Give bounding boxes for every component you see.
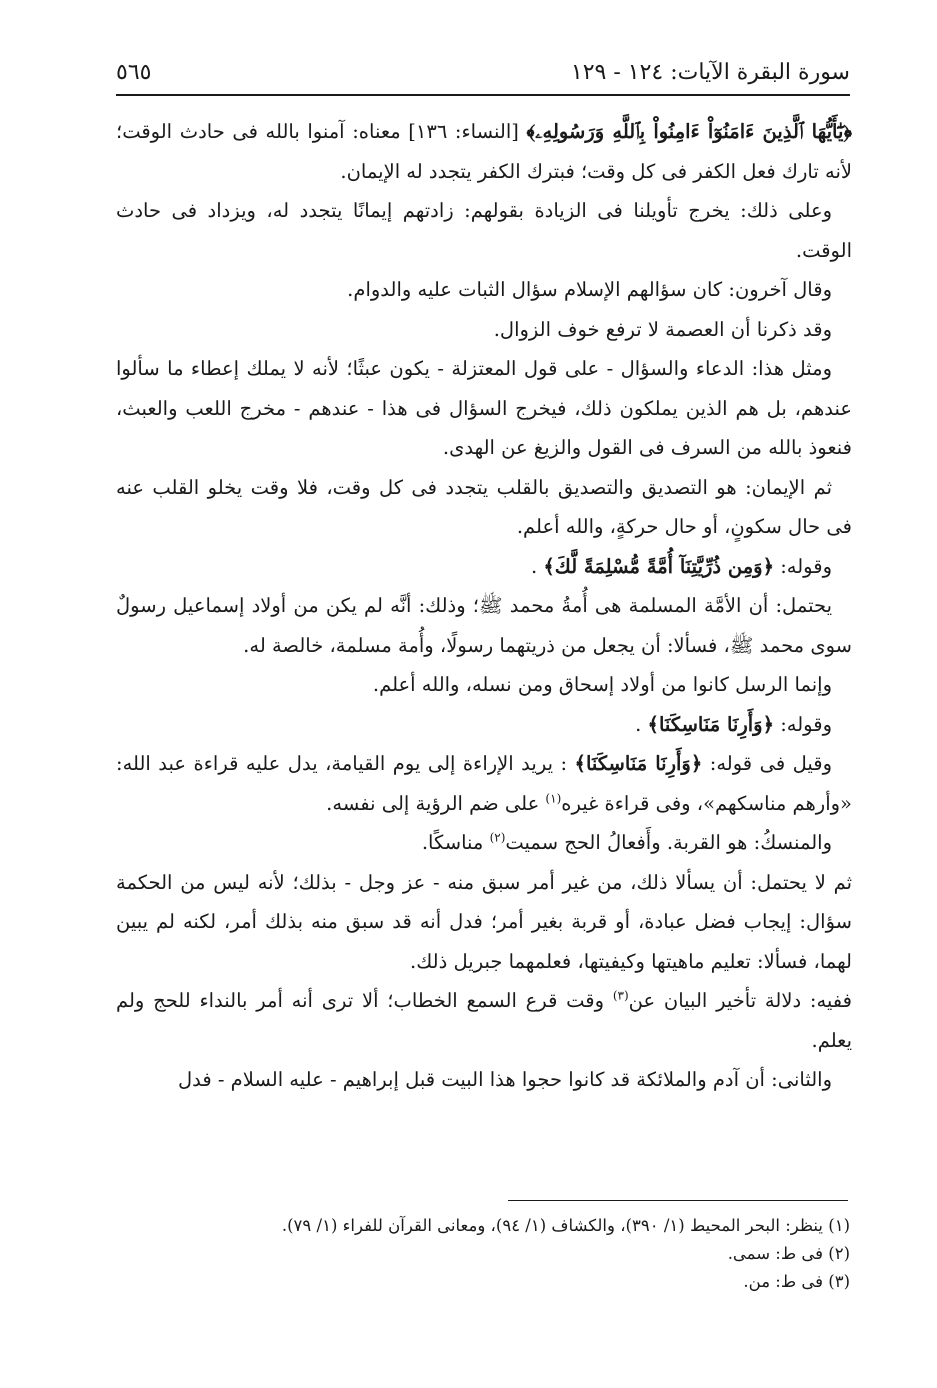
header-rule	[116, 94, 850, 96]
paragraph-text: وقوله:	[774, 712, 832, 736]
paragraph-text: ثم الإيمان: هو التصديق والتصديق بالقلب يتجدد فى كل وقت، فلا وقت يخلو القلب عنه فى حال سكونٍ، أو حال حركةٍ، والله أعلم.	[116, 475, 852, 538]
paragraph-text: وقت قرع السمع الخطاب؛ ألا ترى أنه أمر بالنداء للحج ولم يعلم.	[116, 989, 852, 1052]
paragraph-13	[116, 863, 852, 982]
running-title: سورة البقرة الآيات: ١٢٤ - ١٢٩	[570, 59, 850, 85]
paragraph-text: والثانى: أن آدم والملائكة قد كانوا حجوا هذا البيت قبل إبراهيم - عليه السلام - فدل	[177, 1068, 832, 1091]
quran-verse: ﴿وَأَرِنَا مَنَاسِكَنَا﴾	[574, 752, 703, 775]
page-header	[116, 54, 850, 90]
paragraph-1	[116, 112, 852, 191]
quran-verse: ﴿وَأَرِنَا مَنَاسِكَنَا﴾	[647, 712, 775, 736]
paragraph-text: [النساء: ١٣٦] معناه: آمنوا بالله فى حادث الوقت؛ لأنه تارك فعل الكفر فى كل وقت؛ فبترك الكفر يتجدد له الإيمان.	[116, 120, 852, 183]
paragraph-15	[116, 1060, 852, 1100]
paragraph-text: .	[530, 554, 544, 578]
paragraph-text: وقال آخرون: كان سؤالهم الإسلام سؤال الثبات عليه والدوام.	[347, 278, 832, 301]
paragraph-text: والمنسكُ: هو القربة. وأَفعالُ الحج سميت	[505, 831, 832, 854]
paragraph-text: وقيل فى قوله:	[702, 752, 833, 775]
paragraph-text: وقوله:	[774, 554, 832, 578]
footnote-ref: (٣)	[612, 988, 629, 1003]
paragraph-3	[116, 270, 852, 310]
paragraph-text: ومثل هذا: الدعاء والسؤال - على قول المعتزلة - يكون عبثًا؛ لأنه لا يملك إعطاء ما سألوا عندهم، بل هم الذين يملكون ذلك، فيخرج السؤال فى هذا - عندهم - مخرج اللعب والعبث، فنعوذ بالله من السرف فى القول والزيغ عن الهدى.	[116, 357, 852, 459]
paragraph-text: ففيه: دلالة تأخير البيان عن	[628, 989, 852, 1012]
footnote-ref: (٢)	[489, 830, 506, 845]
footnote-ref: (١)	[545, 791, 562, 805]
paragraph-2	[116, 191, 852, 270]
paragraph-text: : يريد الإراءة إلى يوم القيامة، يدل عليه قراءة عبد الله: «وأرهم مناسكهم»، وفى قراءة غيره	[116, 752, 852, 815]
paragraph-text: وقد ذكرنا أن العصمة لا ترفع خوف الزوال.	[493, 317, 832, 341]
footnote-rule	[508, 1200, 848, 1201]
quran-verse: ﴿وَمِن ذُرِّيَّتِنَآ أُمَّةً مُّسْلِمَةً لَّكَ﴾	[543, 554, 775, 578]
paragraph-text: على ضم الرؤية إلى نفسه.	[326, 791, 546, 815]
footnotes	[116, 1212, 850, 1296]
paragraph-text: ثم لا يحتمل: أن يسألا ذلك، من غير أمر سبق منه - عز وجل - بذلك؛ لأنه ليس من الحكمة سؤال: إيجاب فضل عبادة، أو قربة بغير أمر؛ فدل أنه قد سبق منه بذلك أمر، لكنه لم يبين لهما، فسألا: تعليم ماهيتها وكيفيتها، فعلمهما جبريل ذلك.	[116, 870, 852, 973]
paragraph-9	[116, 665, 852, 705]
quran-verse: ﴿يَٰٓأَيُّهَا ٱلَّذِينَ ءَامَنُوٓاْ ءَامِنُواْ بِٱللَّهِ وَرَسُولِهِۦ﴾	[526, 120, 853, 143]
paragraph-text: وإنما الرسل كانوا من أولاد إسحاق ومن نسله، والله أعلم.	[372, 673, 832, 696]
paragraph-text: .	[635, 712, 648, 736]
paragraph-text: مناسكًا.	[421, 831, 490, 854]
body-text	[116, 112, 852, 1100]
paragraph-12	[116, 823, 852, 863]
paragraph-5	[116, 349, 852, 468]
paragraph-text: يحتمل: أن الأمَّة المسلمة هى أُمةُ محمد ﷺ؛ وذلك: أنَّه لم يكن من أولاد إسماعيل رسولٌ سوى محمد ﷺ، فسألا: أن يجعل من ذريتهما رسولًا، وأُمة مسلمة، خالصة له.	[116, 594, 852, 657]
footnote-2: (٢) فى ط: سمى.	[727, 1244, 850, 1263]
paragraph-6	[116, 468, 852, 547]
paragraph-10	[116, 705, 852, 745]
paragraph-11	[116, 744, 852, 823]
footnote-3: (٣) فى ط: من.	[743, 1272, 850, 1291]
paragraph-text: وعلى ذلك: يخرج تأويلنا فى الزيادة بقولهم: زادتهم إيمانًا يتجدد له، ويزداد فى حادث الوقت.	[116, 199, 852, 262]
footnote-1: (١) ينظر: البحر المحيط (١/ ٣٩٠)، والكشاف (١/ ٩٤)، ومعانى القرآن للفراء (١/ ٧٩).	[281, 1216, 850, 1235]
paragraph-4	[116, 310, 852, 350]
paragraph-8	[116, 586, 852, 665]
paragraph-14	[116, 981, 852, 1060]
page-number: ٥٦٥	[116, 59, 152, 85]
paragraph-7	[116, 547, 852, 587]
